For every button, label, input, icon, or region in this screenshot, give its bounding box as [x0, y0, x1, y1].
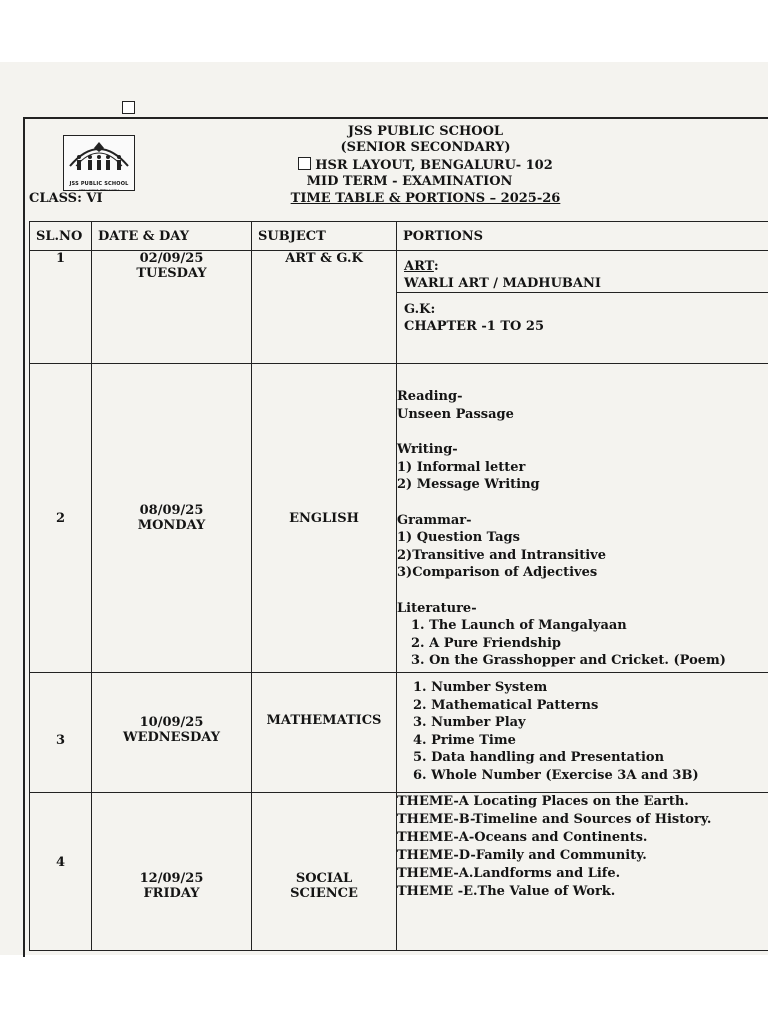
gk-text: CHAPTER -1 TO 25: [404, 319, 544, 334]
school-address: HSR LAYOUT, BENGALURU- 102: [315, 158, 553, 173]
writing-item: 2) Message Writing: [397, 477, 540, 492]
school-address-line: [53, 157, 768, 173]
header-subject: SUBJECT: [252, 222, 397, 251]
row-subject: MATHEMATICS: [252, 673, 397, 793]
row-date-day: [92, 793, 252, 951]
table-header-row: [30, 222, 768, 251]
row-date: 02/09/25: [139, 251, 204, 266]
school-name: JSS PUBLIC SCHOOL: [347, 124, 504, 139]
row-portions: [397, 673, 768, 793]
row-date-day: [92, 251, 252, 364]
timetable-title: [53, 191, 768, 206]
math-item: 4. Prime Time: [413, 732, 516, 748]
literature-item: 2. A Pure Friendship: [411, 635, 561, 651]
row-subject: ART & G.K: [252, 251, 397, 364]
header-portions: PORTIONS: [397, 222, 768, 251]
math-item: 5. Data handling and Presentation: [413, 750, 665, 765]
row-portions: [397, 251, 768, 364]
row-day: WEDNESDAY: [123, 730, 220, 745]
row-slno: 2: [30, 364, 92, 673]
theme-item: THEME-A.Landforms and Life.: [397, 866, 621, 881]
row-portions: [397, 364, 768, 673]
reading-heading: Reading-: [397, 389, 463, 404]
theme-item: THEME-D-Family and Community.: [397, 848, 647, 863]
row-date: 12/09/25: [139, 871, 204, 886]
math-item: 3. Number Play: [413, 715, 526, 730]
table-row: [30, 673, 768, 793]
logo-caption: JSS PUBLIC SCHOOL: [69, 181, 129, 187]
row-subject-line: SOCIAL: [295, 871, 353, 886]
grammar-heading: Grammar-: [397, 512, 472, 528]
art-colon: :: [433, 259, 439, 274]
literature-heading: Literature-: [397, 600, 477, 616]
row-slno: 4: [30, 793, 92, 951]
writing-item: 1) Informal letter: [397, 459, 526, 475]
theme-item: THEME-A-Oceans and Continents.: [397, 830, 648, 845]
gk-portion: [397, 293, 768, 335]
art-text: WARLI ART / MADHUBANI: [404, 276, 601, 291]
grammar-item: 2)Transitive and Intransitive: [397, 547, 606, 563]
theme-item: THEME-B-Timeline and Sources of History.: [397, 812, 712, 827]
row-slno: 1: [30, 251, 92, 364]
grammar-item: 3)Comparison of Adjectives: [397, 565, 598, 580]
row-day: FRIDAY: [143, 886, 200, 901]
row-date: 08/09/25: [139, 503, 204, 518]
row-subject: ENGLISH: [252, 364, 397, 673]
grammar-item: 1) Question Tags: [397, 530, 520, 545]
row-date-day: [92, 364, 252, 673]
header-date-day: DATE & DAY: [92, 222, 252, 251]
table-row: [30, 251, 768, 364]
school-type: (SENIOR SECONDARY): [340, 140, 511, 155]
theme-item: THEME -E.The Value of Work.: [397, 884, 616, 899]
art-portion: [397, 251, 768, 293]
row-date-day: [92, 673, 252, 793]
logo-subcaption: HSR LAYOUT, BENGALURU: [79, 188, 119, 192]
math-item: 2. Mathematical Patterns: [413, 697, 599, 713]
writing-heading: Writing-: [397, 442, 458, 457]
row-subject: [252, 793, 397, 951]
checkbox-address: [298, 157, 311, 170]
table-row: [30, 364, 768, 673]
art-heading: ART: [404, 259, 434, 274]
header-slno: SL.NO: [30, 222, 92, 251]
document-header: [25, 119, 768, 219]
math-item: 6. Whole Number (Exercise 3A and 3B): [413, 767, 699, 783]
checkbox-top: [122, 101, 135, 114]
timetable-title-text: TIME TABLE & PORTIONS – 2025-26: [290, 191, 561, 206]
row-day: TUESDAY: [136, 266, 207, 281]
theme-item: THEME-A Locating Places on the Earth.: [397, 794, 689, 809]
row-date: 10/09/25: [139, 715, 204, 730]
row-slno: 3: [30, 673, 92, 793]
literature-item: 1. The Launch of Mangalyaan: [411, 618, 627, 633]
math-item: 1. Number System: [413, 680, 548, 695]
table-row: [30, 793, 768, 951]
document-frame: [23, 117, 768, 957]
row-portions: [397, 793, 768, 951]
row-day: MONDAY: [137, 518, 206, 533]
row-subject-line: SCIENCE: [290, 886, 358, 901]
literature-item: 3. On the Grasshopper and Cricket. (Poem): [411, 653, 726, 668]
gk-heading: G.K:: [404, 302, 436, 317]
exam-name: MID TERM - EXAMINATION: [306, 174, 513, 189]
timetable: [29, 221, 768, 951]
reading-item: Unseen Passage: [397, 406, 514, 422]
class-label: CLASS: VI: [29, 191, 103, 206]
